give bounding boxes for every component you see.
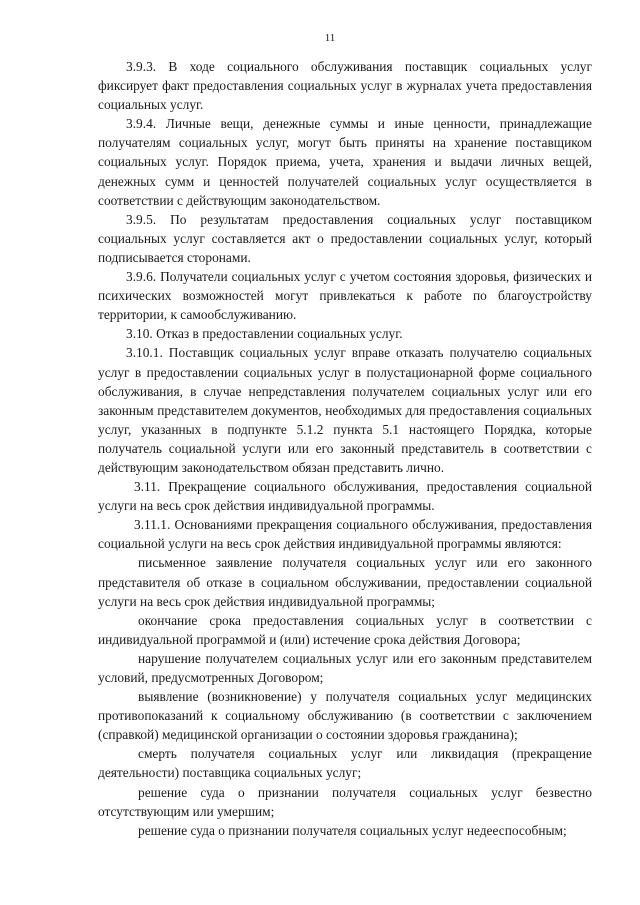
paragraph-3-9-4: 3.9.4. Личные вещи, денежные суммы и иные ценности, принадлежащие получателям социальных услуг, могут быть приняты на хранение поставщиком социальных услуг. Порядок приема, учета, хранения и выдачи личных вещей, денежных сумм и ценностей получателей социальных услуг осуществляется в соответствии с действующим законодательством. bbox=[98, 116, 592, 208]
paragraph-3-10-1: 3.10.1. Поставщик социальных услуг вправе отказать получателю социальных услуг в предоставлении социальных услуг в полустационарной форме социального обслуживания, в случае непредставления получателем социальных услуг или его законным представителем документов, необходимых для предоставления социальных услуг, указанных в подпункте 5.1.2 пункта 5.1 настоящего Порядка, которые получатель социальной услуги или его законный представитель в соответствии с действующим законодательством обязан представить лично. bbox=[98, 345, 592, 475]
paragraph-3-11-1: 3.11.1. Основаниями прекращения социального обслуживания, предоставления социальной услуги на весь срок действия индивидуальной программы являются: bbox=[98, 517, 592, 552]
list-item-court-missing: решение суда о признании получателя социальных услуг безвестно отсутствующим или умершим; bbox=[98, 784, 592, 819]
list-item-court-incapacity: решение суда о признании получателя социальных услуг недееспособным; bbox=[138, 822, 567, 838]
list-item-written-statement: письменное заявление получателя социальных услуг или его законного представителя об отказе в социальном обслуживании, предоставлении социальной услуги на весь срок действия индивидуальной программы; bbox=[98, 555, 592, 609]
list-item-term-expiry: окончание срока предоставления социальных услуг в соответствии с индивидуальной программой и (или) истечение срока действия Договора; bbox=[98, 612, 592, 647]
section-heading-3-11: 3.11. Прекращение социального обслуживания, предоставления социальной услуги на весь срок действия индивидуальной программы. bbox=[98, 479, 592, 514]
page-number: 11 bbox=[324, 32, 336, 44]
list-item-death-or-liquidation: смерть получателя социальных услуг или ликвидация (прекращение деятельности) поставщика социальных услуг; bbox=[98, 746, 592, 781]
paragraph-3-9-5: 3.9.5. По результатам предоставления социальных услуг поставщиком социальных услуг составляется акт о предоставлении социальных услуг, который подписывается сторонами. bbox=[98, 211, 592, 265]
list-item-medical-contraindications: выявление (возникновение) у получателя социальных услуг медицинских противопоказаний к социальному обслуживанию (в соответствии с заключением (справкой) медицинской организации о состоянии здоровья гражданина); bbox=[98, 689, 592, 743]
paragraph-3-9-6: 3.9.6. Получатели социальных услуг с учетом состояния здоровья, физических и психических возможностей могут привлекаться к работе по благоустройству территории, к самообслуживанию. bbox=[98, 269, 592, 323]
paragraph-3-9-3: 3.9.3. В ходе социального обслуживания поставщик социальных услуг фиксирует факт предоставления социальных услуг в журналах учета предоставления социальных услуг. bbox=[98, 59, 592, 113]
section-heading-3-10: 3.10. Отказ в предоставлении социальных услуг. bbox=[126, 326, 403, 342]
list-item-contract-violation: нарушение получателем социальных услуг или его законным представителем условий, предусмотренных Договором; bbox=[98, 650, 592, 685]
